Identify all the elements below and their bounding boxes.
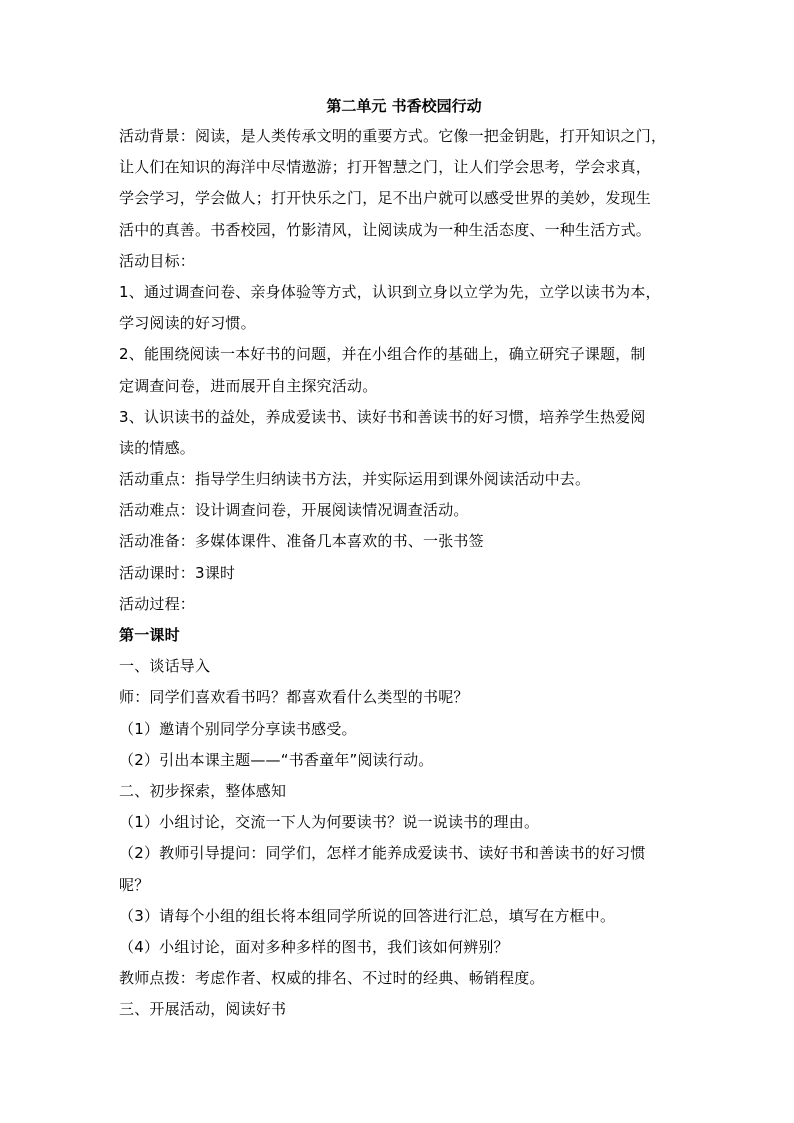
document-lines: [119, 121, 689, 1025]
text-line: 活动背景：阅读，是人类传承文明的重要方式。它像一把金钥匙，打开知识之门，: [119, 127, 667, 145]
text-line: 学会学习，学会做人；打开快乐之门，足不出户就可以感受世界的美妙，发现生: [119, 189, 652, 208]
text-line: （2）教师引导提问：同学们，怎样才能养成爱读书、读好书和善读书的好习惯: [119, 844, 646, 863]
text-line: 三、开展活动，阅读好书: [119, 1000, 287, 1019]
text-line: （3）请每个小组的组长将本组同学所说的回答进行汇总，填写在方框中。: [119, 906, 616, 925]
text-line: （1）小组讨论，交流一下人为何要读书？说一说读书的理由。: [119, 813, 540, 832]
document-title: 第二单元 书香校园行动: [326, 97, 482, 115]
text-line: 活动过程：: [119, 594, 196, 613]
text-line: 学习阅读的好习惯。: [119, 314, 256, 333]
text-line: 呢？: [119, 875, 150, 894]
text-line: 活动重点：指导学生归纳读书方法，并实际运用到课外阅读活动中去。: [119, 470, 591, 489]
text-line: 师：同学们喜欢看书吗？都喜欢看什么类型的书呢？: [119, 688, 469, 707]
text-line: 活动课时：3课时: [119, 563, 236, 582]
text-line: 活动准备：多媒体课件、准备几本喜欢的书、一张书签: [119, 532, 484, 551]
text-line: 让人们在知识的海洋中尽情遨游；打开智慧之门，让人们学会思考，学会求真，: [119, 158, 652, 177]
text-line: 教师点拨：考虑作者、权威的排名、不过时的经典、畅销程度。: [119, 969, 545, 988]
text-line: 2、能围绕阅读一本好书的问题，并在小组合作的基础上，确立研究子课题，制: [119, 345, 646, 364]
text-line: 活动难点：设计调查问卷，开展阅读情况调查活动。: [119, 501, 469, 520]
text-line: 活中的真善。书香校园，竹影清风，让阅读成为一种生活态度、一种生活方式。: [119, 220, 652, 239]
text-line: （4）小组讨论，面对多种多样的图书，我们该如何辨别？: [119, 937, 509, 956]
text-line: （1）邀请个别同学分享读书感受。: [119, 719, 357, 738]
section-heading: 第一课时: [119, 626, 180, 644]
text-line: 二、初步探索，整体感知: [119, 781, 287, 800]
text-line: 3、认识读书的益处，养成爱读书、读好书和善读书的好习惯，培养学生热爱阅: [119, 407, 646, 426]
text-line: 读的情感。: [119, 438, 196, 457]
text-line: 活动目标：: [119, 251, 196, 270]
text-line: 一、谈话导入: [119, 657, 211, 676]
text-line: （2）引出本课主题——“书香童年”阅读行动。: [119, 750, 434, 769]
document-body: [119, 91, 689, 1025]
text-line: 定调查问卷，进而展开自主探究活动。: [119, 376, 378, 395]
text-line: 1、通过调查问卷、亲身体验等方式，认识到立身以立学为先，立学以读书为本，: [119, 282, 661, 301]
